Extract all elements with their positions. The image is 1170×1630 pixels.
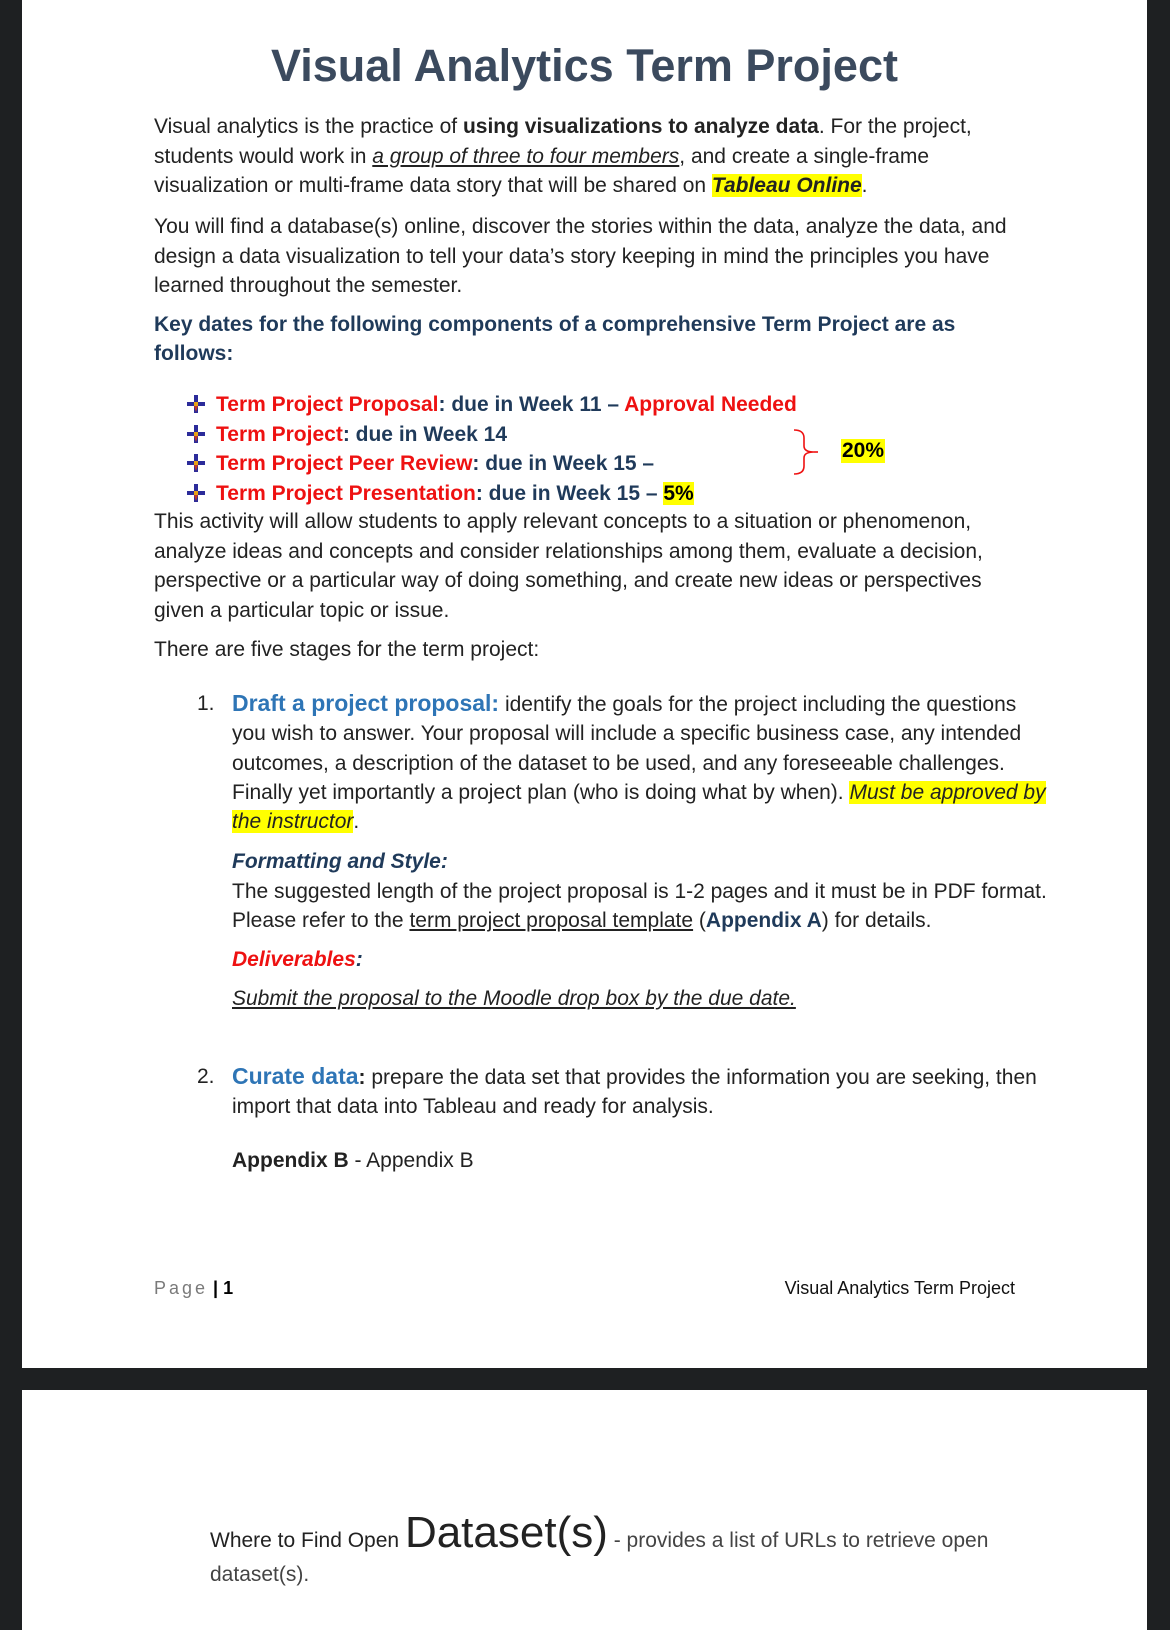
deliverables-colon: : <box>355 948 363 972</box>
intro-period: . <box>861 174 868 197</box>
appendix-a-ref: Appendix A <box>705 909 822 933</box>
stage-1-period: . <box>353 810 360 834</box>
formatting-text-1: The suggested length of the project proposal is 1-2 pages and it must be in PDF format. Please refer to the <box>232 879 1047 933</box>
deliverables-label: Deliverables <box>232 948 356 972</box>
intro-text-3: , and create a single-frame visualization or multi-frame data story that will be shared on <box>154 144 930 197</box>
list-number: 1. <box>197 692 215 715</box>
date-due: : due in Week 11 – <box>438 393 625 416</box>
stage-2-description <box>232 1062 1047 1122</box>
approval-highlight: Must be approved by the instructor <box>232 780 1046 834</box>
datasets-large-text: Dataset(s) <box>404 1508 608 1557</box>
date-name: Term Project Proposal <box>216 393 439 416</box>
date-item-proposal <box>186 390 797 420</box>
curly-brace-icon <box>792 428 836 476</box>
appendix-b-line <box>232 1146 1047 1175</box>
formatting-text-3: ) for details. <box>821 909 932 933</box>
date-name: Term Project Presentation <box>216 481 476 505</box>
deliverables-heading <box>232 945 1047 974</box>
page-label: Page <box>154 1278 209 1298</box>
tableau-online-highlight: Tableau Online <box>711 174 862 197</box>
stage-1-body <box>232 689 1047 1013</box>
stage-2-colon: : <box>358 1066 366 1089</box>
appendix-b-ref: Appendix B <box>232 1148 349 1172</box>
deliverables-text: Submit the proposal to the Moodle drop box by the due date. <box>232 986 796 1010</box>
presentation-percent: 5% <box>663 481 694 505</box>
stage-2-body <box>232 1062 1047 1175</box>
plus-arrow-icon <box>186 394 206 414</box>
date-due: : due in Week 14 <box>342 422 507 446</box>
date-item-peer-review <box>186 449 797 479</box>
plus-arrow-icon <box>186 483 206 503</box>
stage-2-heading: Curate data <box>232 1063 359 1089</box>
stage-1-description <box>232 689 1047 836</box>
date-name: Term Project <box>216 422 343 446</box>
database-paragraph: You will find a database(s) online, discover the stories within the data, analyze the data, and design a data visualization to tell your data’s story keeping in mind the principles you have learned throughout the semester. <box>154 215 1007 297</box>
intro-paragraph <box>154 112 1034 201</box>
footer-title: Visual Analytics Term Project <box>784 1278 1015 1298</box>
page-num: 1 <box>223 1278 234 1298</box>
intro-text-2: . For the project, students would work in <box>154 115 972 168</box>
date-item-project <box>186 420 797 450</box>
group-size-text: a group of three to four members <box>372 144 680 168</box>
list-number: 2. <box>197 1065 215 1088</box>
datasets-text-1: Where to Find Open <box>210 1529 405 1552</box>
proposal-template-link[interactable]: term project proposal template <box>409 909 694 933</box>
date-name: Term Project Peer Review <box>216 452 473 475</box>
footer-page-number <box>154 1278 233 1299</box>
document-page-2 <box>22 1390 1147 1630</box>
peer-review-percent: 20% <box>842 439 885 462</box>
date-item-presentation <box>186 479 797 509</box>
page-separator: | <box>208 1278 224 1298</box>
document-page-1 <box>22 0 1147 1368</box>
appendix-b-text: - Appendix B <box>348 1148 474 1172</box>
stages-intro: There are five stages for the term project: <box>154 638 540 661</box>
date-due: : due in Week 15 – <box>475 481 664 505</box>
datasets-text-2: - provides a list of URLs to retrieve open dataset(s). <box>210 1529 989 1586</box>
intro-bold: using visualizations to analyze data <box>462 115 819 138</box>
stage-2-text: prepare the data set that provides the information you are seeking, then import that data into Tableau and ready for analysis. <box>232 1066 1037 1119</box>
formatting-text <box>232 877 1047 936</box>
date-due: : due in Week 15 – <box>472 452 655 475</box>
formatting-heading: Formatting and Style: <box>232 850 448 874</box>
formatting-text-2: ( <box>693 909 706 933</box>
datasets-line <box>210 1508 1030 1592</box>
key-dates-list <box>186 390 797 508</box>
key-dates-heading: Key dates for the following components of a comprehensive Term Project are as follows: <box>154 313 956 365</box>
intro-text-1: Visual analytics is the practice of <box>154 115 463 138</box>
approval-needed-text: Approval Needed <box>624 393 797 416</box>
plus-arrow-icon <box>186 424 206 444</box>
stage-1-text: identify the goals for the project including the questions you wish to answer. Your proposal will include a specific business case, any intended outcomes, a description of the dataset to be used, and any foreseeable challenges. Finally yet importantly a project plan (who is doing what by when). <box>232 693 1022 804</box>
stage-1-heading: Draft a project proposal: <box>232 690 500 716</box>
plus-arrow-icon <box>186 453 206 473</box>
document-title: Visual Analytics Term Project <box>271 40 898 91</box>
activity-paragraph: This activity will allow students to apply relevant concepts to a situation or phenomenon, analyze ideas and concepts and consider relationships among them, evaluate a decision, perspective or a particular way of doing something, and create new ideas or perspectives given a particular topic or issue. <box>154 510 983 622</box>
